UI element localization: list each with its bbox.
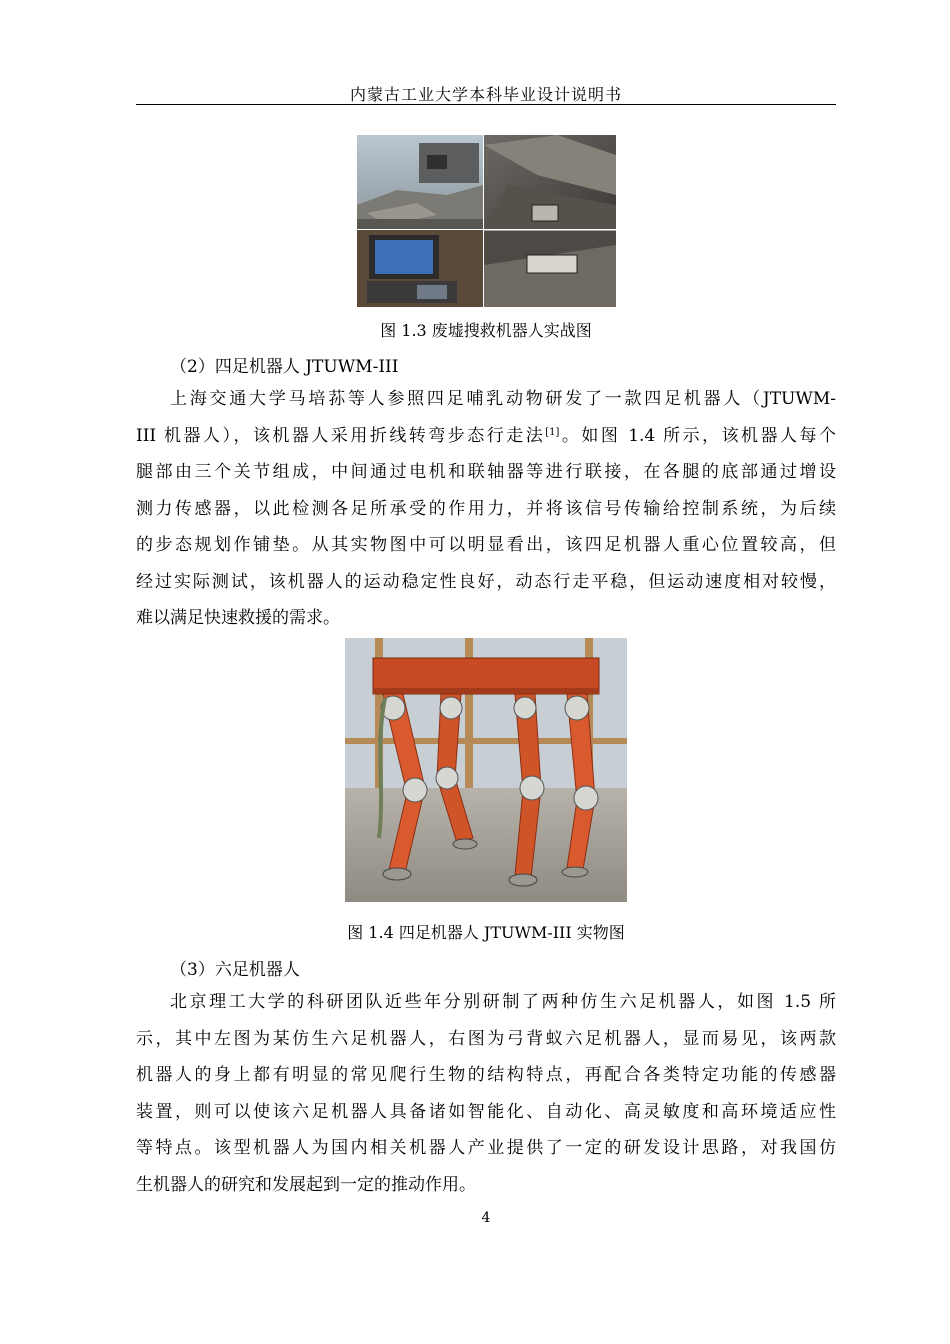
section-3-paragraph: [136, 984, 836, 1203]
paragraph-line: 经过实际测试，该机器人的运动稳定性良好，动态行走平稳，但运动速度相对较慢，: [136, 571, 836, 592]
paragraph-line: 北京理工大学的科研团队近些年分别研制了两种仿生六足机器人，如图 1.5 所: [170, 992, 836, 1012]
section-3-heading: （3）六足机器人: [170, 960, 300, 980]
paragraph-line: 测力传感器，以此检测各足所承受的作用力，并将该信号传输给控制系统，为后续: [136, 498, 836, 519]
citation: [1]: [545, 426, 560, 438]
figure-1-4-caption: 图 1.4 四足机器人 JTUWM-III 实物图: [347, 923, 625, 942]
paragraph-line: 难以满足快速救援的需求。: [136, 608, 340, 628]
paragraph-line: 的步态规划作铺垫。从其实物图中可以明显看出，该四足机器人重心位置较高，但: [136, 535, 836, 555]
paragraph-line: 机器人的身上都有明显的常见爬行生物的结构特点，再配合各类特定功能的传感器: [136, 1065, 836, 1085]
figure-1-3-caption: 图 1.3 废墟搜救机器人实战图: [380, 321, 592, 340]
figure-1-4-image: [345, 638, 627, 902]
page-number: 4: [481, 1210, 491, 1226]
paragraph-line: 生机器人的研究和发展起到一定的推动作用。: [136, 1174, 476, 1195]
paragraph-line: 腿部由三个关节组成，中间通过电机和联轴器等进行联接，在各腿的底部通过增设: [136, 462, 836, 482]
paragraph-line: 上海交通大学马培荪等人参照四足哺乳动物研发了一款四足机器人（JTUWM-: [170, 389, 836, 409]
paragraph-text: 。如图 1.4 所示，该机器人每个: [559, 425, 836, 446]
paragraph-line: [136, 418, 836, 455]
paragraph-text: III 机器人），该机器人采用折线转弯步态行走法: [136, 425, 546, 446]
paragraph-line: 等特点。该型机器人为国内相关机器人产业提供了一定的研发设计思路，对我国仿: [136, 1138, 836, 1158]
paragraph-line: 示，其中左图为某仿生六足机器人，右图为弓背蚁六足机器人，显而易见，该两款: [136, 1028, 836, 1049]
section-2-heading: （2）四足机器人 JTUWM-III: [170, 357, 399, 377]
header-rule: [136, 104, 836, 105]
figure-1-3-image: [357, 135, 616, 307]
running-header: 内蒙古工业大学本科毕业设计说明书: [349, 85, 622, 104]
section-2-paragraph: [136, 381, 836, 637]
paragraph-line: 装置，则可以使该六足机器人具备诸如智能化、自动化、高灵敏度和高环境适应性: [136, 1101, 836, 1122]
